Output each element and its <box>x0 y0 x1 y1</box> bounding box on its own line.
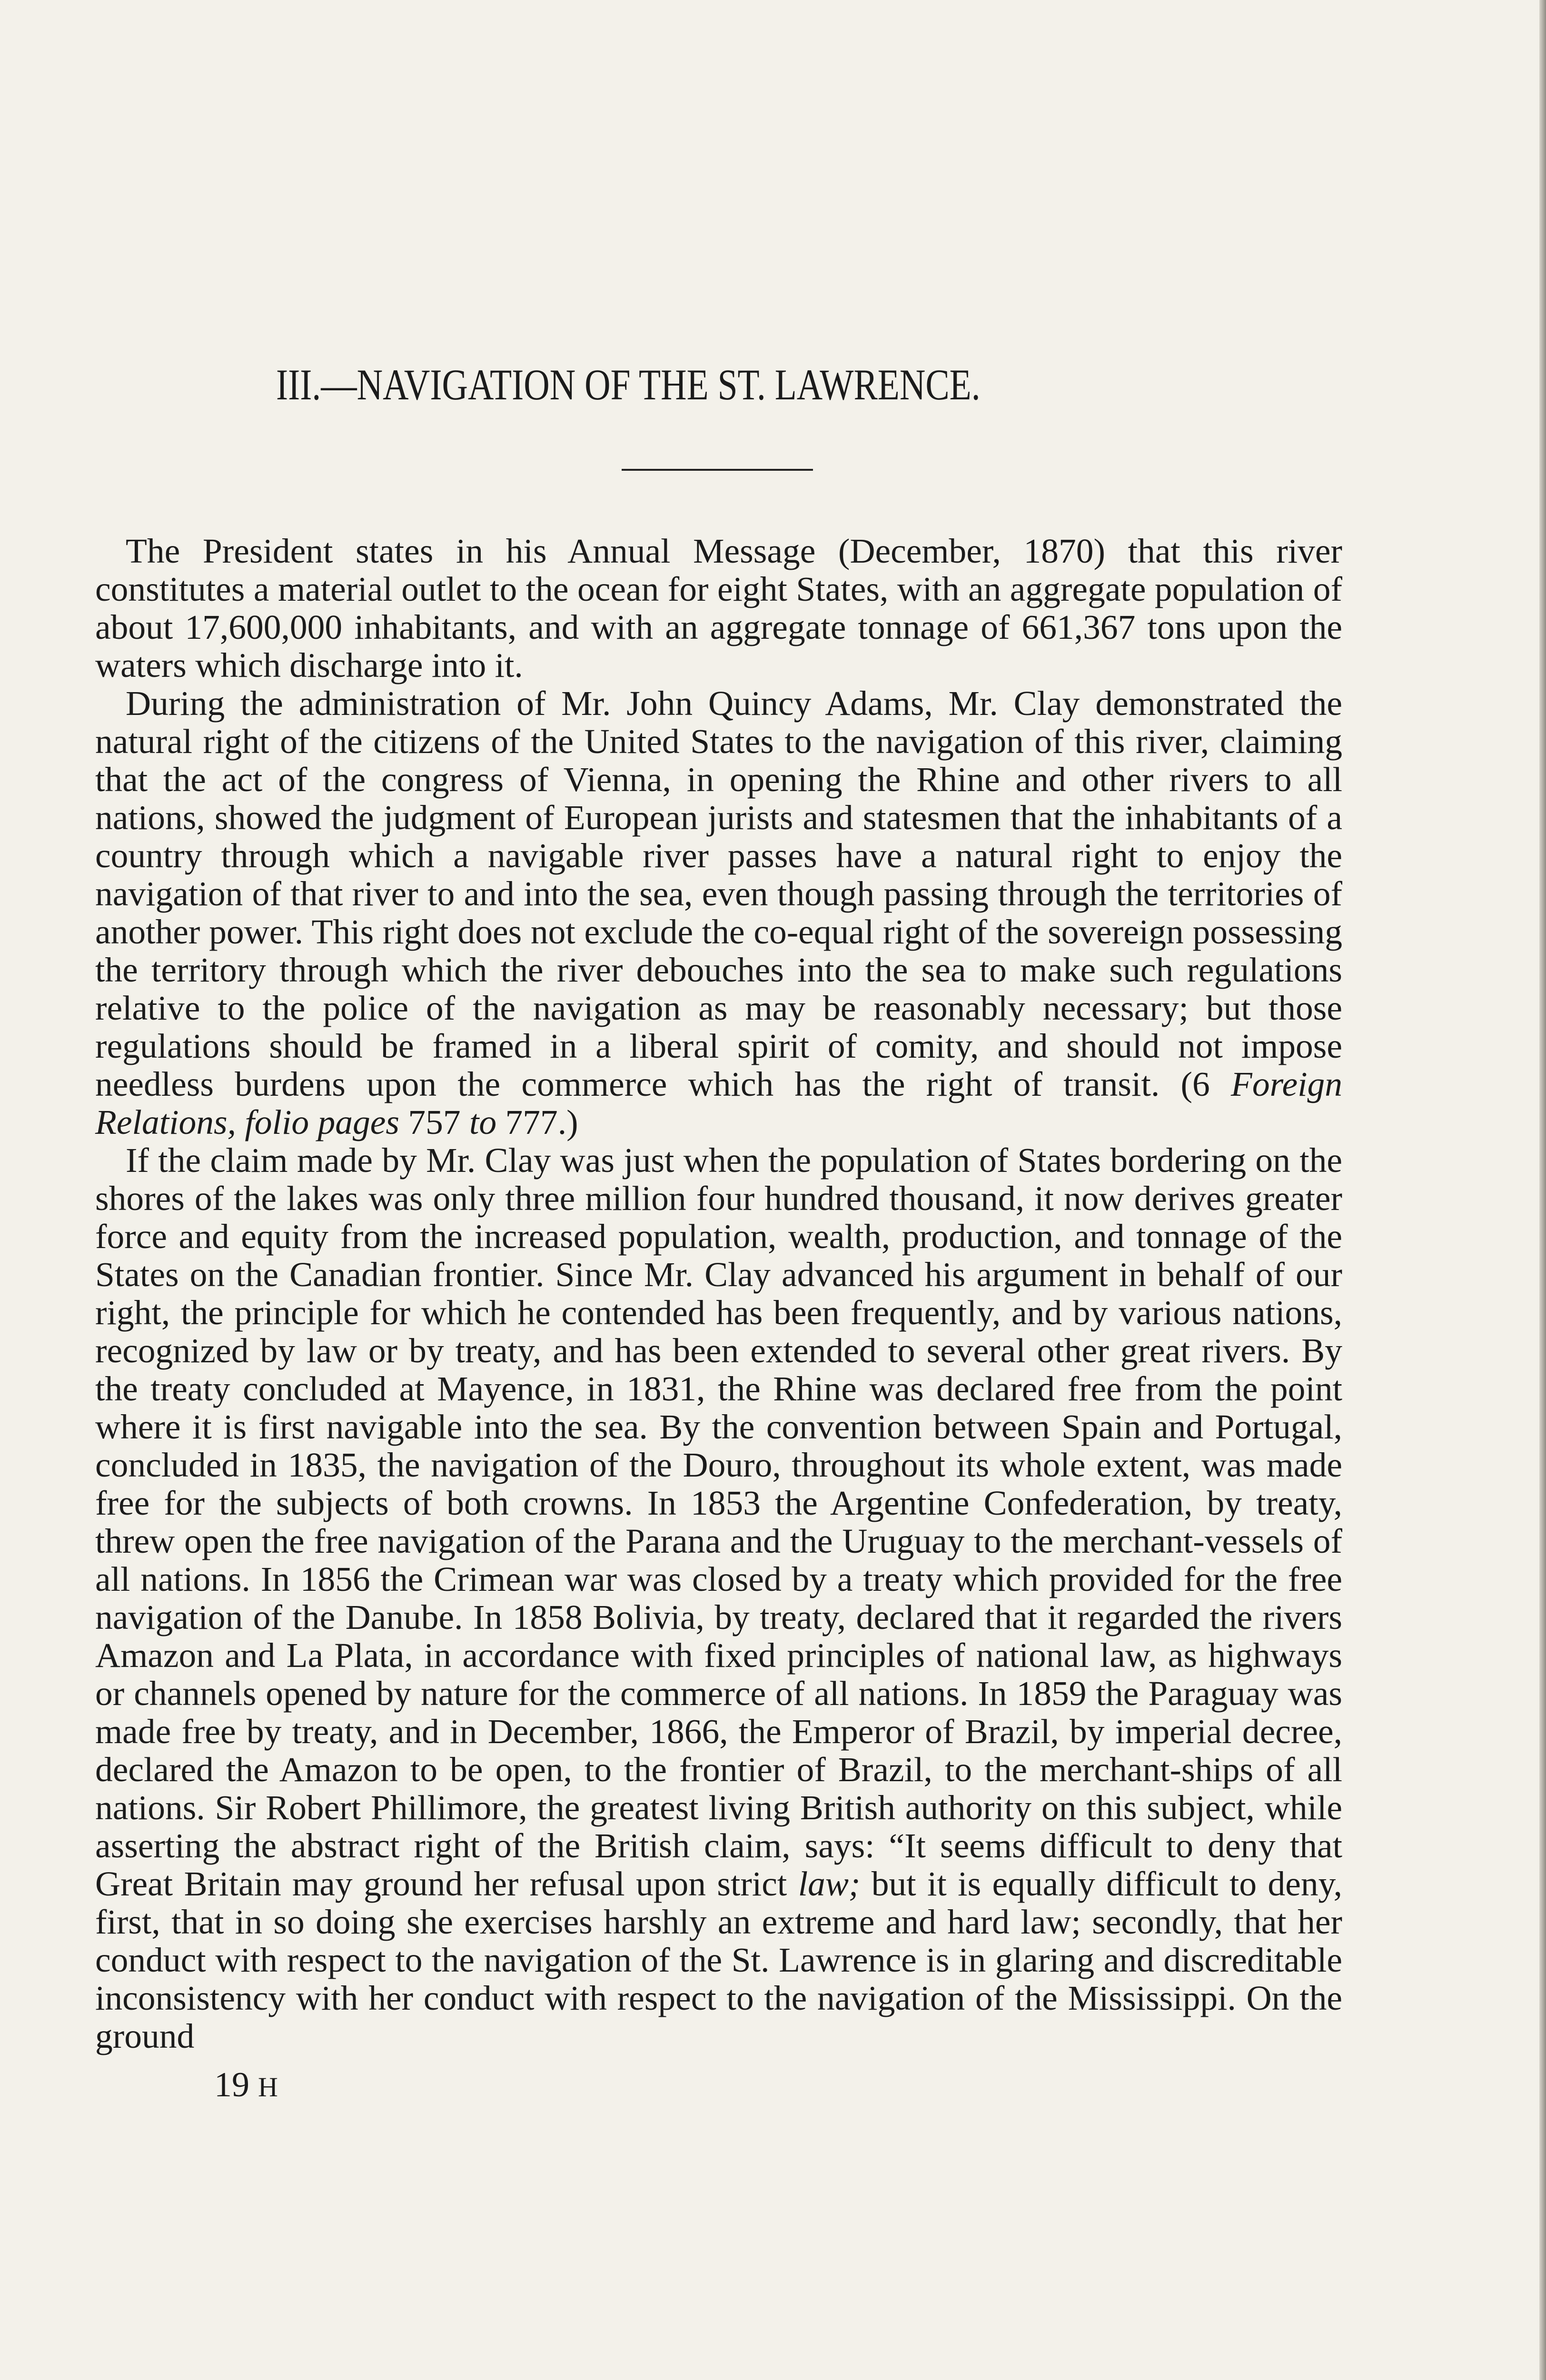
signature-mark: H <box>258 2072 278 2102</box>
paragraph-3-text-a: If the claim made by Mr. Clay was just when the population of States bordering on the shores of the lakes was only three million four hundred thousand, it now derives greater force and equity from the increased population, wealth, production, and tonnage of the States on the Canadian frontier. Since Mr. Clay advanced his argument in behalf of our right, the principle for which he contended has been frequently, and by various nations, recognized by law or by treaty, and has been extended to several other great rivers. By the treaty concluded at Mayence, in 1831, the Rhine was declared free from the point where it is first navigable into the sea. By the convention between Spain and Portugal, concluded in 1835, the navigation of the Douro, throughout its whole extent, was made free for the subjects of both crowns. In 1853 the Argentine Confederation, by treaty, threw open the free navigation of the Parana and the Uruguay to the merchant-vessels of all nations. In 1856 the Crimean war was closed by a treaty which provided for the free navigation of the Danube. In 1858 Bolivia, by treaty, declared that it regarded the rivers Amazon and La Plata, in accordance with fixed principles of national law, as highways or channels opened by nature for the commerce of all nations. In 1859 the Paraguay was made free by treaty, and in December, 1866, the Emperor of Brazil, by imperial decree, declared the Amazon to be open, to the frontier of Brazil, to the merchant-ships of all nations. Sir Robert Phillimore, the greatest living British authority on this subject, while asserting the abstract right of the British claim, says: “It seems difficult to deny that Great Britain may ground her refusal upon strict <box>95 1141 1342 1903</box>
paragraph-3-italic: law; <box>798 1864 861 1903</box>
heading-rule <box>622 469 813 471</box>
paragraph-3 <box>95 1141 1342 2055</box>
citation-open: (6 <box>1160 1065 1231 1103</box>
page-footer <box>214 2066 278 2106</box>
citation-to: to <box>469 1103 497 1141</box>
paragraph-2 <box>95 684 1342 1141</box>
page-number: 19 <box>214 2065 249 2104</box>
section-heading: III.—NAVIGATION OF THE ST. LAWRENCE. <box>276 360 981 409</box>
citation-close: 777.) <box>496 1103 578 1141</box>
body-text <box>95 532 1342 2055</box>
citation-italic: Foreign Relations, folio pages <box>95 1065 1342 1141</box>
paragraph-2-text: During the administration of Mr. John Quincy Adams, Mr. Clay demonstrated the natural right of the citizens of the United States to the navigation of this river, claiming that the act of the congress of Vienna, in opening the Rhine and other rivers to all nations, showed the judgment of European jurists and statesmen that the inhabitants of a country through which a navigable river passes have a natural right to enjoy the navigation of that river to and into the sea, even though passing through the territories of another power. This right does not exclude the co-equal right of the sovereign possessing the territory through which the river debouches into the sea to make such regulations relative to the police of the navigation as may be reasonably necessary; but those regulations should be framed in a liberal spirit of comity, and should not impose needless burdens upon the commerce which has the right of transit. <box>95 684 1342 1103</box>
paragraph-1: The President states in his Annual Message (December, 1870) that this river constitutes a material outlet to the ocean for eight States, with an aggregate population of about 17,600,000 inhabitants, and with an aggregate tonnage of 661,367 tons upon the waters which discharge into it. <box>95 532 1342 684</box>
paragraph-3-text-b: but it is equally difficult to deny, first, that in so doing she exercises harshly an extreme and hard law; secondly, that her conduct with respect to the navigation of the St. Lawrence is in glaring and discreditable inconsistency with her conduct with respect to the navigation of the Mississippi. On the ground <box>95 1864 1342 2055</box>
page-edge-shadow <box>1539 0 1546 2380</box>
citation-mid: 757 <box>399 1103 469 1141</box>
